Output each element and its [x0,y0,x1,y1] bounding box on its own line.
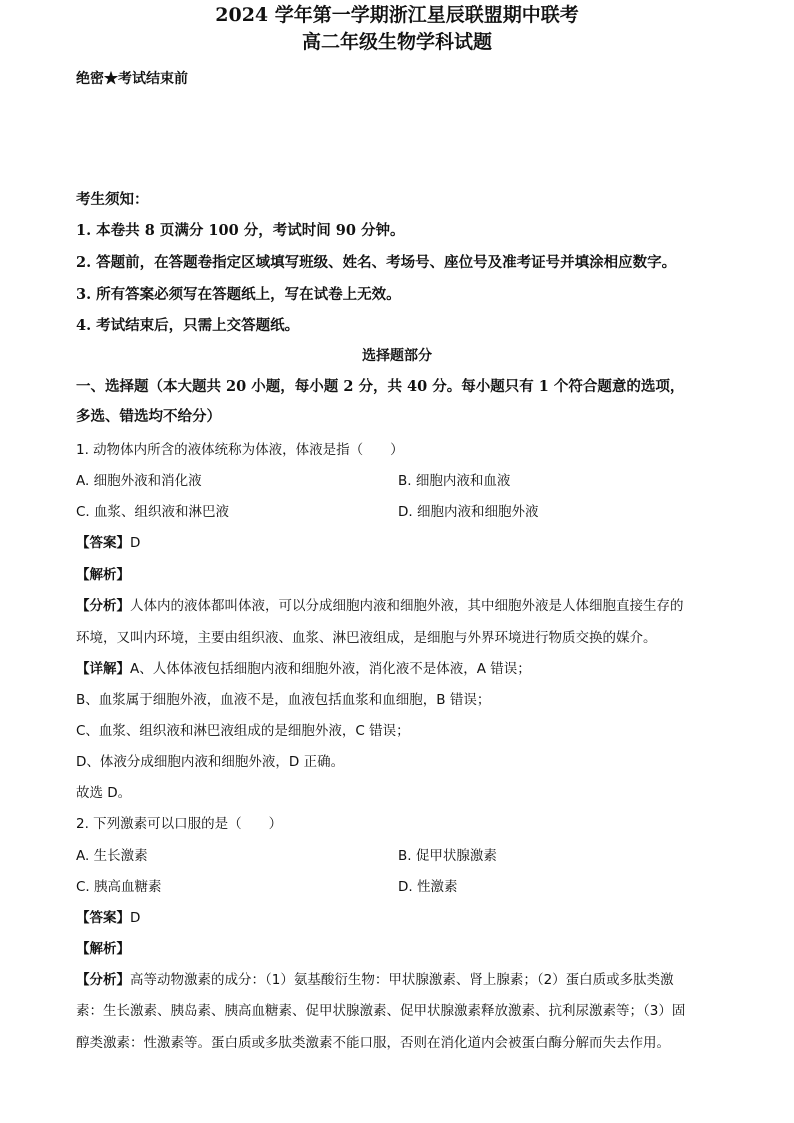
answer-label: 【答案】 [76,910,130,926]
question-1-option-c: C. 血浆、组织液和淋巴液 [76,504,230,520]
question-1-detail-c: C、血浆、组织液和淋巴液组成的是细胞外液，C 错误； [76,723,410,739]
question-1-xiangjie-line-1 [76,657,531,677]
question-1-detail-d: D、体液分成细胞内液和细胞外液，D 正确。 [76,754,345,770]
fenxi-label: 【分析】 [76,972,130,988]
answer-value: D [130,535,141,551]
question-1-option-a: A. 细胞外液和消化液 [76,473,202,489]
notice-item-1: 1. 本卷共 8 页满分 100 分，考试时间 90 分钟。 [76,222,405,239]
analysis-label: 【解析】 [76,941,130,957]
part-one-instructions: 一、选择题（本大题共 20 小题，每小题 2 分，共 40 分。每小题只有 1 个符合题意的选项， [76,378,685,395]
xiangjie-text: A、人体体液包括细胞内液和细胞外液，消化液不是体液，A 错误； [130,661,531,677]
question-2-fenxi-line-2: 素：生长激素、胰岛素、胰高血糖素、促甲状腺激素、促甲状腺激素释放激素、抗利尿激素等；（3）固 [76,1003,686,1019]
question-2-option-d: D. 性激素 [398,879,458,895]
question-1-detail-b: B、血浆属于细胞外液，血液不是，血液包括血浆和血细胞，B 错误； [76,692,491,708]
question-1-analysis-heading [76,563,130,583]
question-2-option-c: C. 胰高血糖素 [76,879,162,895]
question-1-option-b: B. 细胞内液和血液 [398,473,511,489]
notice-heading: 考生须知： [76,191,149,208]
notice-item-2: 2. 答题前，在答题卷指定区域填写班级、姓名、考场号、座位号及准考证号并填涂相应数字。 [76,254,677,271]
section-title: 选择题部分 [362,348,432,364]
question-2-option-a: A. 生长激素 [76,848,148,864]
answer-value: D [130,910,141,926]
fenxi-text: 人体内的液体都叫体液，可以分成细胞内液和细胞外液，其中细胞外液是人体细胞直接生存的 [130,598,684,614]
question-1-stem: 1. 动物体内所含的液体统称为体液，体液是指（ ） [76,442,404,458]
question-2-answer [76,906,140,926]
exam-subtitle: 高二年级生物学科试题 [301,31,492,53]
question-2-stem: 2. 下列激素可以口服的是（ ） [76,816,283,832]
question-2-fenxi-line-1 [76,968,674,988]
question-1-fenxi-line-1 [76,594,684,614]
answer-label: 【答案】 [76,535,130,551]
fenxi-label: 【分析】 [76,598,130,614]
question-1-option-d: D. 细胞内液和细胞外液 [398,504,539,520]
part-one-instructions-cont: 多选、错选均不给分） [76,408,221,425]
exam-title: 2024 学年第一学期浙江星辰联盟期中联考 [215,4,579,26]
analysis-label: 【解析】 [76,567,130,583]
question-2-fenxi-line-3: 醇类激素：性激素等。蛋白质或多肽类激素不能口服，否则在消化道内会被蛋白酶分解而失去作用。 [76,1035,670,1051]
question-2-option-b: B. 促甲状腺激素 [398,848,497,864]
question-2-analysis-heading [76,937,130,957]
xiangjie-label: 【详解】 [76,661,130,677]
question-1-fenxi-line-2: 环境，又叫内环境，主要由组织液、血浆、淋巴液组成，是细胞与外界环境进行物质交换的媒介。 [76,630,657,646]
notice-item-4: 4. 考试结束后，只需上交答题纸。 [76,317,300,334]
fenxi-text: 高等动物激素的成分：（1）氨基酸衍生物：甲状腺激素、肾上腺素；（2）蛋白质或多肽类激 [130,972,674,988]
question-1-answer [76,531,140,551]
question-1-conclusion: 故选 D。 [76,785,132,801]
confidential-label: 绝密★考试结束前 [76,71,188,87]
notice-item-3: 3. 所有答案必须写在答题纸上，写在试卷上无效。 [76,286,401,303]
